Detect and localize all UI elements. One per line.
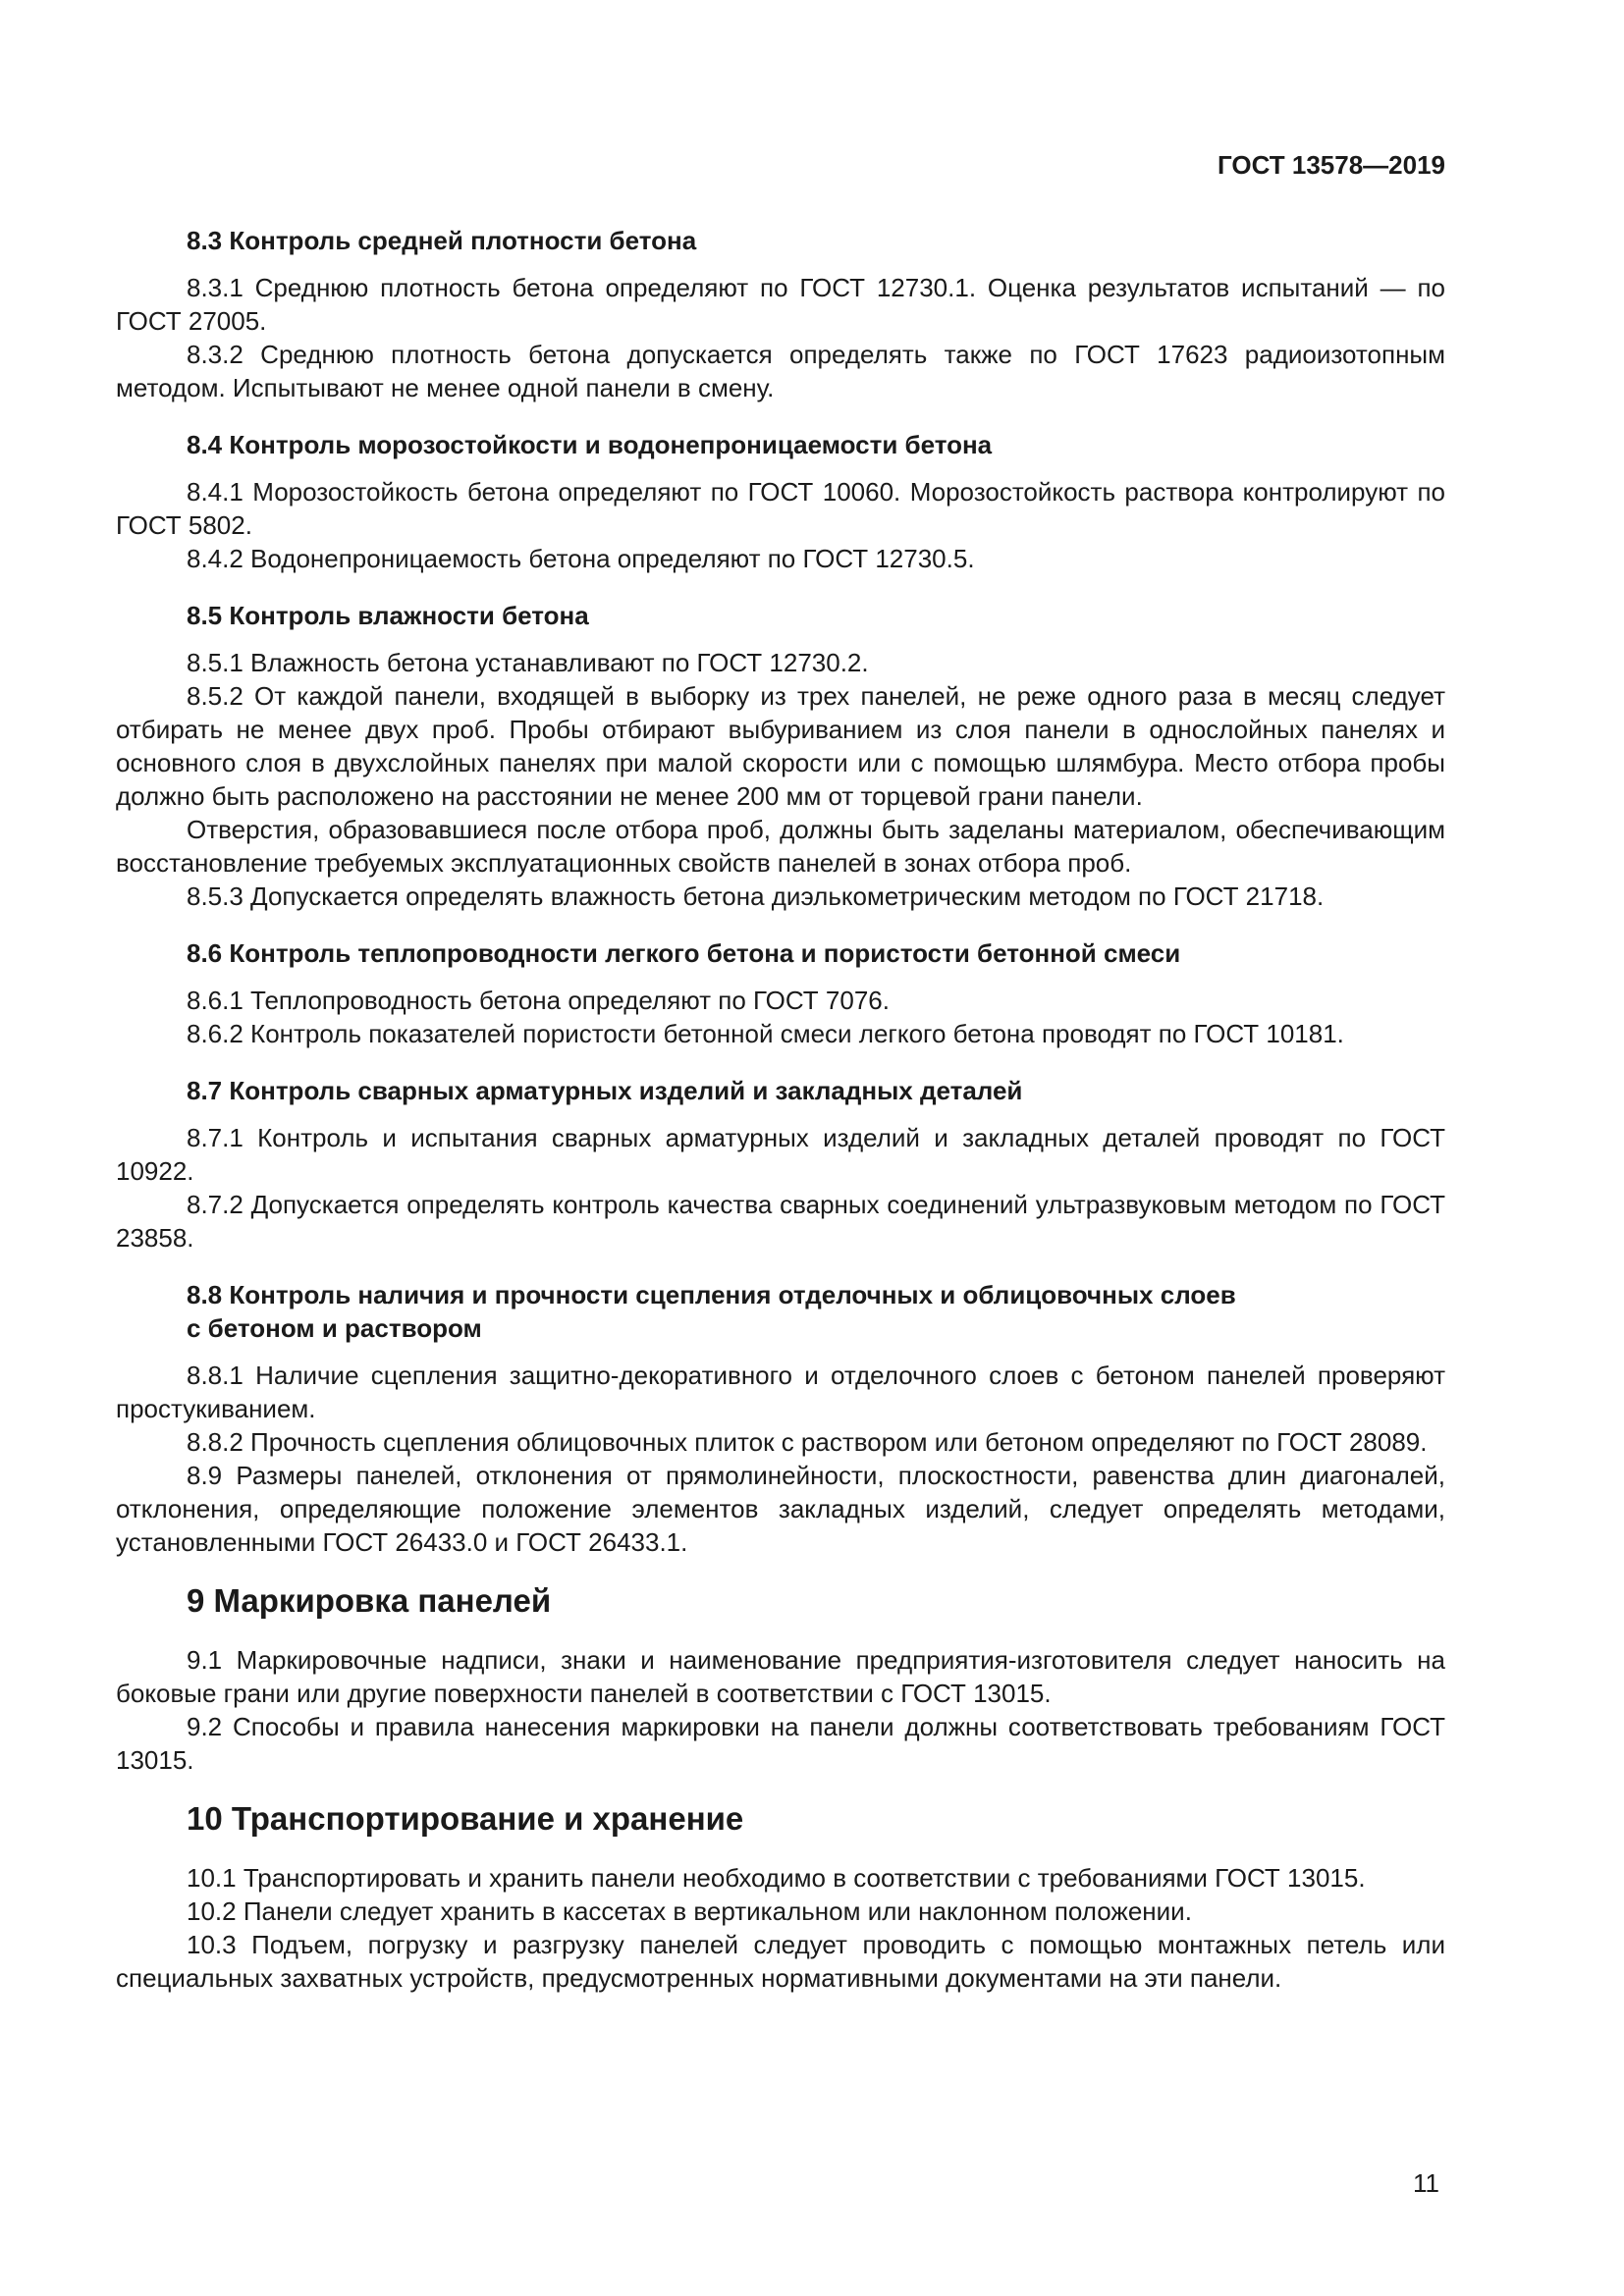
paragraph-10-1: 10.1 Транспортировать и хранить панели необходимо в соответствии с требованиями ГОСТ 13015.	[187, 1863, 1366, 1893]
paragraph-8-4-2: 8.4.2 Водонепроницаемость бетона определяют по ГОСТ 12730.5.	[187, 544, 975, 573]
paragraph-8-6-2: 8.6.2 Контроль показателей пористости бетонной смеси легкого бетона проводят по ГОСТ 10181.	[187, 1019, 1344, 1048]
subsection-heading-8-3: 8.3 Контроль средней плотности бетона	[187, 226, 697, 255]
subsection-heading-8-4: 8.4 Контроль морозостойкости и водонепроницаемости бетона	[187, 430, 993, 459]
paragraph-8-9: 8.9 Размеры панелей, отклонения от прямолинейности, плоскостности, равенства длин диагоналей, отклонения, определяющие положение элементов закладных изделий, следует определять методами, установленными ГОСТ 26433.0 и ГОСТ 26433.1.	[116, 1461, 1445, 1557]
paragraph-10-3: 10.3 Подъем, погрузку и разгрузку панелей следует проводить с помощью монтажных петель или специальных захватных устройств, предусмотренных нормативными документами на эти панели.	[116, 1930, 1445, 1993]
section-heading-9: 9 Маркировка панелей	[187, 1582, 552, 1619]
page-number: 11	[1413, 2168, 1439, 2198]
subsection-heading-8-5: 8.5 Контроль влажности бетона	[187, 601, 589, 630]
paragraph-8-7-2: 8.7.2 Допускается определять контроль качества сварных соединений ультразвуковым методом по ГОСТ 23858.	[116, 1190, 1445, 1253]
paragraph-8-6-1: 8.6.1 Теплопроводность бетона определяют по ГОСТ 7076.	[187, 986, 890, 1015]
paragraph-8-4-1: 8.4.1 Морозостойкость бетона определяют по ГОСТ 10060. Морозостойкость раствора контролируют по ГОСТ 5802.	[116, 477, 1445, 540]
paragraph-8-5-2-continued: Отверстия, образовавшиеся после отбора проб, должны быть заделаны материалом, обеспечивающим восстановление требуемых эксплуатационных свойств панелей в зонах отбора проб.	[116, 815, 1445, 878]
subsection-heading-8-6: 8.6 Контроль теплопроводности легкого бетона и пористости бетонной смеси	[187, 938, 1181, 968]
paragraph-8-5-1: 8.5.1 Влажность бетона устанавливают по ГОСТ 12730.2.	[187, 648, 869, 677]
doc-header-code: ГОСТ 13578—2019	[1218, 150, 1445, 180]
document-body	[116, 224, 1445, 1995]
paragraph-8-8-2: 8.8.2 Прочность сцепления облицовочных плиток с раствором или бетоном определяют по ГОСТ 28089.	[187, 1427, 1428, 1457]
subsection-heading-8-8	[116, 1278, 1445, 1345]
subsection-heading-8-8-line2: с бетоном и раствором	[187, 1313, 482, 1343]
paragraph-8-5-2: 8.5.2 От каждой панели, входящей в выборку из трех панелей, не реже одного раза в месяц следует отбирать не менее двух проб. Пробы отбирают выбуриванием из слоя панели в однослойных панелях и основного слоя в двухслойных панелях при малой скорости или с помощью шлямбура. Место отбора пробы должно быть расположено на расстоянии не менее 200 мм от торцевой грани панели.	[116, 681, 1445, 811]
paragraph-8-7-1: 8.7.1 Контроль и испытания сварных арматурных изделий и закладных деталей проводят по ГОСТ 10922.	[116, 1123, 1445, 1186]
paragraph-9-1: 9.1 Маркировочные надписи, знаки и наименование предприятия-изготовителя следует наносить на боковые грани или другие поверхности панелей в соответствии с ГОСТ 13015.	[116, 1645, 1445, 1708]
subsection-heading-8-7: 8.7 Контроль сварных арматурных изделий и закладных деталей	[187, 1076, 1023, 1105]
section-heading-10: 10 Транспортирование и хранение	[187, 1800, 744, 1837]
paragraph-10-2: 10.2 Панели следует хранить в кассетах в вертикальном или наклонном положении.	[187, 1896, 1192, 1926]
paragraph-8-3-2: 8.3.2 Среднюю плотность бетона допускается определять также по ГОСТ 17623 радиоизотопным методом. Испытывают не менее одной панели в смену.	[116, 340, 1445, 402]
subsection-heading-8-8-line1: 8.8 Контроль наличия и прочности сцепления отделочных и облицовочных слоев	[187, 1280, 1236, 1309]
paragraph-9-2: 9.2 Способы и правила нанесения маркировки на панели должны соответствовать требованиям ГОСТ 13015.	[116, 1712, 1445, 1775]
paragraph-8-5-3: 8.5.3 Допускается определять влажность бетона диэлькометрическим методом по ГОСТ 21718.	[187, 881, 1325, 911]
paragraph-8-3-1: 8.3.1 Среднюю плотность бетона определяют по ГОСТ 12730.1. Оценка результатов испытаний — по ГОСТ 27005.	[116, 273, 1445, 336]
paragraph-8-8-1: 8.8.1 Наличие сцепления защитно-декоративного и отделочного слоев с бетоном панелей проверяют простукиванием.	[116, 1361, 1445, 1423]
